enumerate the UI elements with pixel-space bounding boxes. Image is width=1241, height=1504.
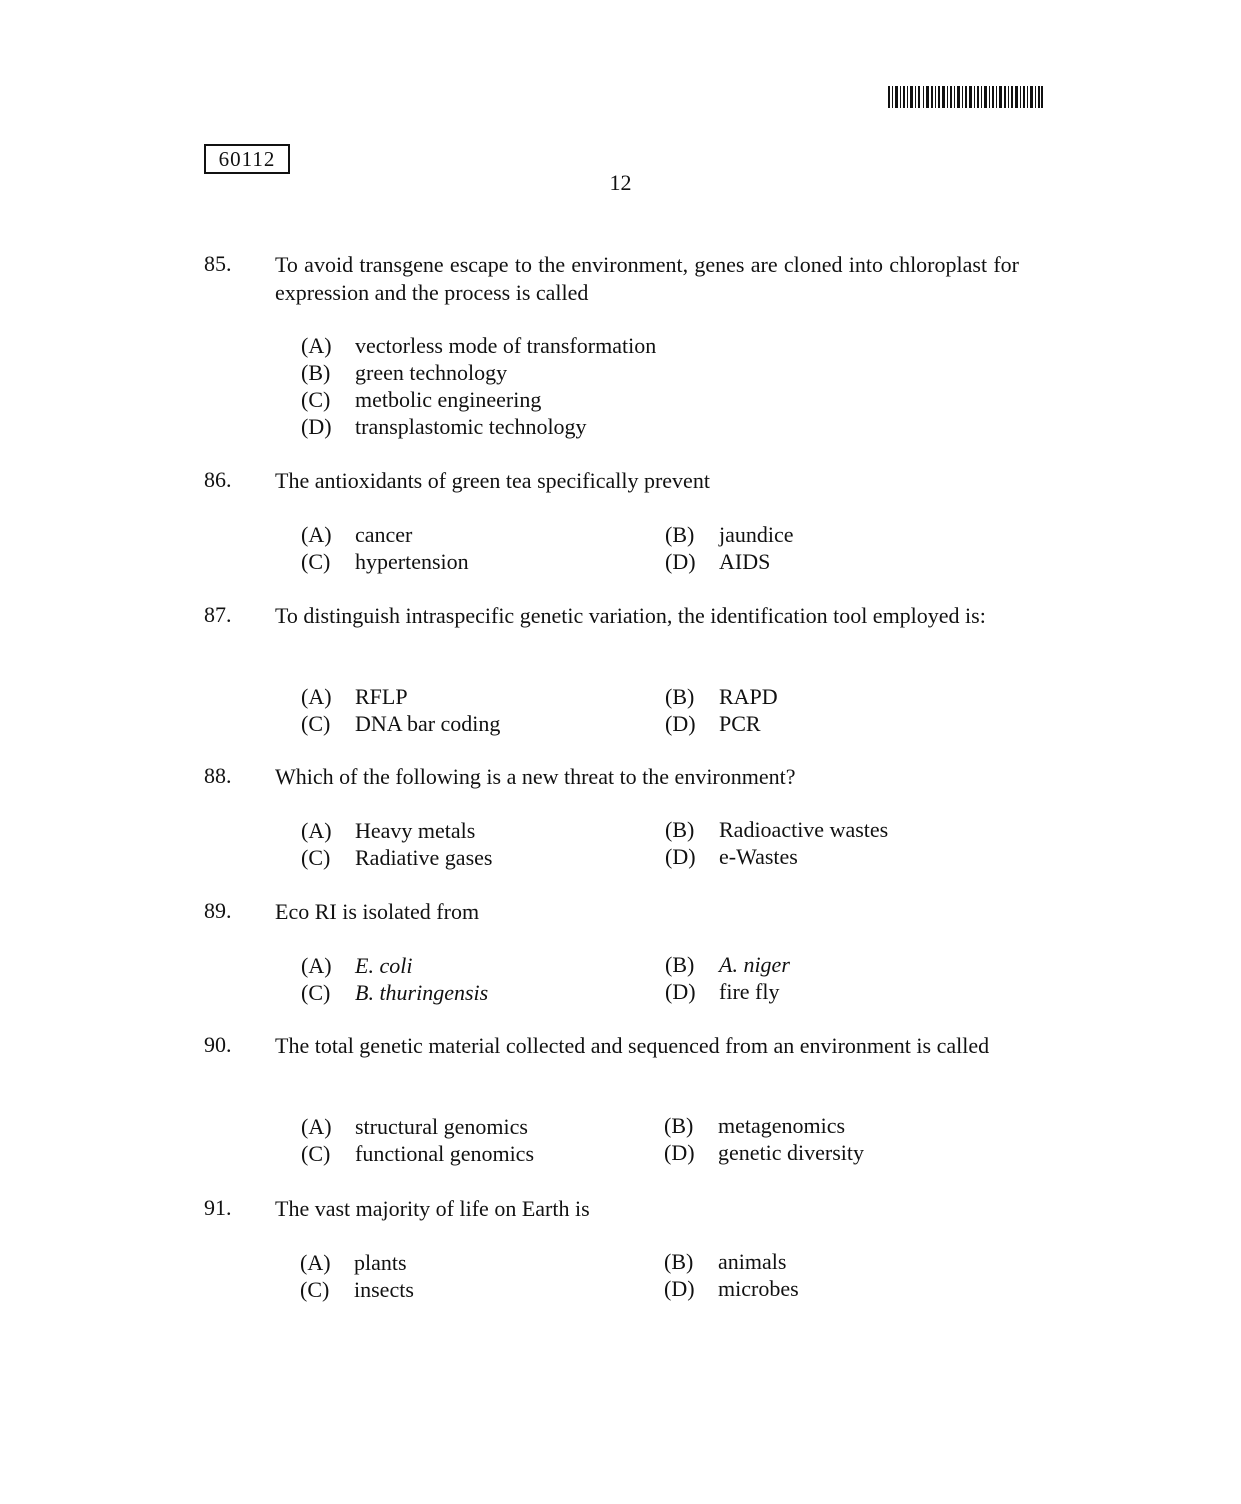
option-a [301, 817, 475, 844]
option-label: (D) [664, 1276, 695, 1301]
option-c [301, 710, 500, 737]
option-text: insects [354, 1277, 414, 1302]
option-label: (C) [300, 1277, 330, 1302]
question-number: 86. [204, 467, 232, 492]
option-text: functional genomics [355, 1141, 535, 1166]
question-number: 91. [204, 1195, 232, 1220]
question-text: The total genetic material collected and sequenced from an environment is called [275, 1033, 990, 1058]
option-c [301, 548, 469, 575]
option-b [664, 1248, 786, 1275]
option-text: hypertension [355, 549, 469, 574]
option-text: Radioactive wastes [719, 817, 889, 842]
option-label: (C) [301, 711, 331, 736]
paper-code-box: 60112 [204, 144, 290, 174]
option-c [301, 979, 488, 1006]
question-text: To distinguish intraspecific genetic variation, the identification tool employed is: [275, 603, 986, 628]
option-d [665, 548, 770, 575]
option-a [301, 332, 656, 359]
option-b [301, 359, 507, 386]
question-text: Eco RI is isolated from [275, 899, 480, 924]
option-text: fire fly [719, 979, 780, 1004]
option-a [301, 521, 412, 548]
question-text: The antioxidants of green tea specifically prevent [275, 468, 710, 493]
option-text: AIDS [719, 549, 771, 574]
option-b [664, 1112, 845, 1139]
option-d [664, 1275, 799, 1302]
question-number: 90. [204, 1032, 232, 1057]
barcode [888, 86, 1043, 108]
question-text: To avoid transgene escape to the environment, genes are cloned into chloroplast for expression and the process is called [275, 252, 1019, 305]
option-label: (A) [300, 1250, 331, 1275]
option-text: E. coli [355, 953, 413, 978]
option-label: (D) [301, 414, 332, 439]
option-text: green technology [355, 360, 508, 385]
question-number: 87. [204, 602, 232, 627]
option-label: (A) [301, 522, 332, 547]
option-label: (B) [301, 360, 331, 385]
option-text: animals [718, 1249, 787, 1274]
page-number: 12 [609, 170, 632, 195]
option-b [665, 683, 778, 710]
option-label: (A) [301, 953, 332, 978]
option-a [301, 952, 412, 979]
question-text: The vast majority of life on Earth is [275, 1196, 590, 1221]
option-text: RAPD [719, 684, 778, 709]
option-a [301, 1113, 528, 1140]
option-label: (D) [665, 549, 696, 574]
option-c [300, 1276, 414, 1303]
option-label: (B) [665, 952, 695, 977]
option-label: (D) [665, 711, 696, 736]
option-text: microbes [718, 1276, 799, 1301]
option-text: A. niger [719, 952, 790, 977]
option-b [665, 816, 888, 843]
option-d [301, 413, 587, 440]
option-c [301, 386, 541, 413]
option-label: (B) [665, 522, 695, 547]
option-label: (B) [665, 817, 695, 842]
option-b [665, 951, 790, 978]
option-text: structural genomics [355, 1114, 528, 1139]
option-text: vectorless mode of transformation [355, 333, 657, 358]
option-text: Heavy metals [355, 818, 476, 843]
option-d [665, 710, 761, 737]
option-text: transplastomic technology [355, 414, 587, 439]
question-number: 88. [204, 763, 232, 788]
option-label: (D) [665, 844, 696, 869]
option-c [301, 1140, 534, 1167]
option-d [664, 1139, 864, 1166]
option-text: cancer [355, 522, 413, 547]
option-label: (B) [665, 684, 695, 709]
option-label: (B) [664, 1249, 694, 1274]
option-label: (A) [301, 1114, 332, 1139]
option-label: (C) [301, 845, 331, 870]
option-label: (A) [301, 818, 332, 843]
option-text: PCR [719, 711, 761, 736]
option-text: e-Wastes [719, 844, 798, 869]
option-text: Radiative gases [355, 845, 493, 870]
option-d [665, 978, 779, 1005]
option-label: (C) [301, 549, 331, 574]
question-number: 85. [204, 251, 232, 276]
option-label: (A) [301, 333, 332, 358]
option-label: (D) [664, 1140, 695, 1165]
option-text: B. thuringensis [355, 980, 489, 1005]
option-text: metbolic engineering [355, 387, 542, 412]
option-label: (C) [301, 387, 331, 412]
option-label: (C) [301, 980, 331, 1005]
option-text: jaundice [719, 522, 794, 547]
option-label: (A) [301, 684, 332, 709]
option-label: (B) [664, 1113, 694, 1138]
option-text: metagenomics [718, 1113, 846, 1138]
option-d [665, 843, 798, 870]
option-text: plants [354, 1250, 407, 1275]
question-text: Which of the following is a new threat to the environment? [275, 764, 796, 789]
option-text: DNA bar coding [355, 711, 501, 736]
option-a [301, 683, 408, 710]
option-label: (C) [301, 1141, 331, 1166]
option-label: (D) [665, 979, 696, 1004]
option-text: RFLP [355, 684, 408, 709]
option-a [300, 1249, 407, 1276]
option-b [665, 521, 794, 548]
question-number: 89. [204, 898, 232, 923]
option-c [301, 844, 492, 871]
option-text: genetic diversity [718, 1140, 865, 1165]
